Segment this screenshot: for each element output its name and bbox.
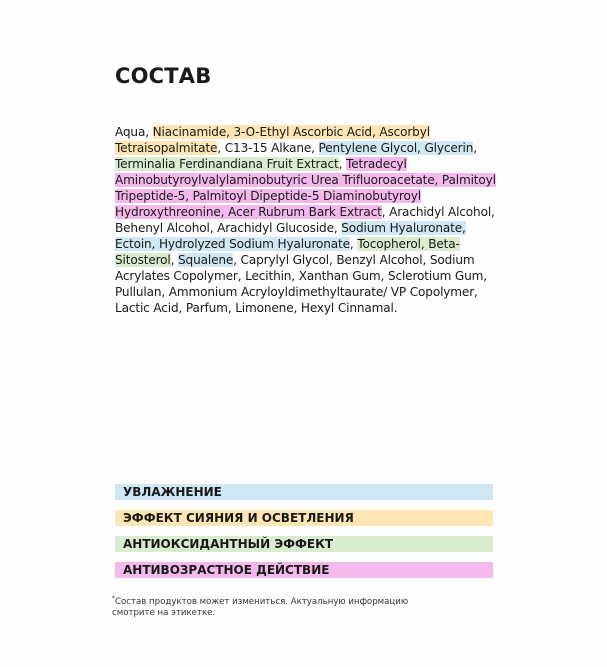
ingredient-text: ,: [473, 141, 477, 155]
legend-label: АНТИВОЗРАСТНОЕ ДЕЙСТВИЕ: [123, 563, 330, 577]
ingredient-text: , Arachidyl Alcohol, Behenyl Alcohol, Arachidyl Glucoside,: [115, 205, 495, 235]
ingredient-text: , Caprylyl Glycol, Benzyl Alcohol, Sodium Acrylates Copolymer, Lecithin, Xanthan Gum, Sclerotium Gum, Pullulan, Ammonium Acryloyldimethyltaurate/ VP Copolymer, Lactic Acid, Parfum, Limonene, Hexyl Cinnamal.: [115, 253, 487, 315]
ingredient-text: ,: [338, 157, 347, 171]
footnote-mark: *: [112, 595, 115, 602]
footnote-text: Состав продуктов может измениться. Актуальную информацию смотрите на этикетке.: [112, 596, 409, 618]
ingredient-group-antioxidant: Terminalia Ferdinandiana Fruit Extract: [115, 157, 339, 171]
legend-hydration: [115, 484, 493, 500]
ingredient-group-hydration: Sodium Hyaluronate, Ectoin, Hydrolyzed Sodium Hyaluronate: [115, 221, 466, 251]
ingredient-text: ,: [170, 253, 179, 267]
legend-radiance: [115, 510, 493, 526]
ingredient-text: Aqua,: [115, 125, 153, 139]
ingredients-list: [115, 124, 507, 316]
page-title: СОСТАВ: [115, 64, 212, 88]
legend-antiage: [115, 562, 493, 578]
ingredient-group-radiance: Niacinamide, 3-O-Ethyl Ascorbic Acid, Ascorbyl Tetraisopalmitate: [115, 125, 430, 155]
ingredient-text: , C13-15 Alkane,: [217, 141, 319, 155]
legend-antioxidant: [115, 536, 493, 552]
legend-label: ЭФФЕКТ СИЯНИЯ И ОСВЕТЛЕНИЯ: [123, 511, 354, 525]
ingredient-group-antiage: Tetradecyl Aminobutyroylvalylaminobutyric Urea Trifluoroacetate, Palmitoyl Tripeptide-5, Palmitoyl Dipeptide-5 Diaminobutyroyl Hydroxythreonine, Acer Rubrum Bark Extract: [115, 157, 496, 219]
footnote: [112, 593, 442, 619]
ingredient-text: ,: [349, 237, 358, 251]
ingredient-group-hydration: Squalene: [178, 253, 234, 267]
legend-label: УВЛАЖНЕНИЕ: [123, 485, 222, 499]
ingredient-group-hydration: Pentylene Glycol, Glycerin: [318, 141, 474, 155]
ingredient-group-antioxidant: Tocopherol, Beta-Sitosterol: [115, 237, 460, 267]
legend-label: АНТИОКСИДАНТНЫЙ ЭФФЕКТ: [123, 537, 334, 551]
